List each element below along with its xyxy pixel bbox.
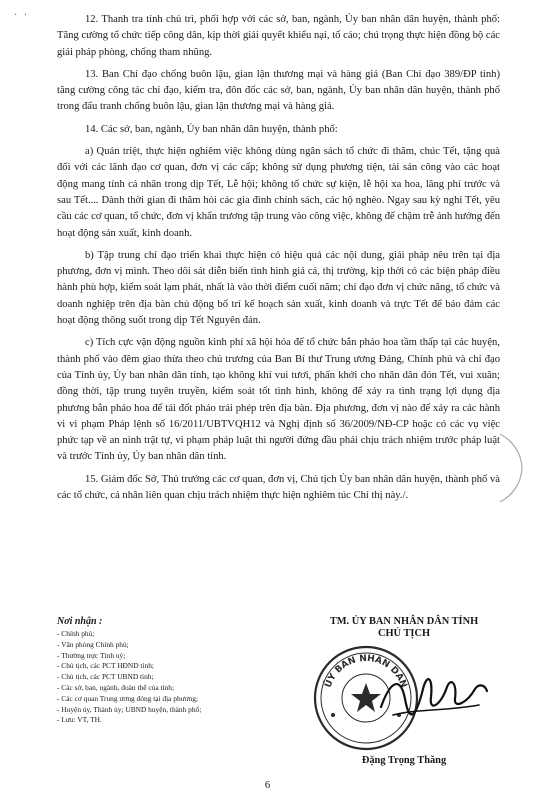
seal-text: ỦY BAN NHÂN DÂN [323,653,409,690]
paragraph-14c: c) Tích cực vận động nguồn kinh phí xã hội hóa để tổ chức bắn pháo hoa tầm thấp tại các huyện, thành phố vào đêm giao thừa theo chủ trương của Ban Bí thư Trung ương Đảng, Chính phủ và chỉ đạo của Tỉnh ủy, Ủy ban nhân dân tỉnh, tạo không khí vui tươi, phấn khởi cho nhân dân đón Tết, vui xuân; đồng thời, tập trung tuyên truyền, kiểm soát tốt tình hình, không để xảy ra tình trạng lợi dụng địa phương bắn pháo hoa để tái đốt pháo trái phép trên địa bàn. Địa phương, đơn vị nào để xảy ra các hành vi vi phạm Pháp lệnh số 16/2011/UBTVQH12 và Nghị định số 36/2009/NĐ-CP hoặc có các vụ việc phức tạp về an ninh trật tự, vi phạm pháp luật thì người đứng đầu phải chịu trách nhiệm trước pháp luật và trước Tỉnh ủy, Ủy ban nhân dân tỉnh. [57,337,500,463]
recipient-item: - Chính phủ; [57,629,95,638]
signer-name: Đặng Trọng Thăng [361,755,447,766]
page-number: 6 [264,780,271,791]
recipients-list [57,629,272,726]
recipient-item: - Các cơ quan Trung ương đóng tại địa phương; [57,693,199,703]
handwritten-signature [371,659,491,729]
recipient-item: - Các sở, ban, ngành, đoàn thể của tỉnh; [57,682,174,692]
recipient-item: - Chủ tịch, các PCT UBND tỉnh; [57,672,154,682]
document-footer [57,616,507,776]
seal-area [299,639,509,761]
paragraph-14: 14. Các sở, ban, ngành, Ủy ban nhân dân huyện, thành phố: [85,123,338,135]
paragraph-14b: b) Tập trung chỉ đạo triển khai thực hiện có hiệu quả các nội dung, giải pháp nêu trên tại địa phương, đơn vị mình. Theo dõi sát diễn biến tình hình giá cả, thị trường, kịp thời có các biện pháp điều hành phù hợp, kiểm soát lạm phát, nhất là vào thời điểm cuối năm; chỉ đạo đơn vị chức năng, tổ chức và doanh nghiệp trên địa bàn chủ động bố trí kế hoạch sản xuất, kinh doanh và trực Tết để bảo đảm các hoạt động thông suốt trong dịp Tết Nguyên đán. [57,249,500,327]
signature-block [299,616,509,766]
recipient-item: - Thường trực Tỉnh uỷ; [57,650,126,660]
recipients-title: Nơi nhận : [57,616,103,627]
scan-speck: · · [14,10,30,21]
paragraph-12: 12. Thanh tra tỉnh chủ trì, phối hợp với các sở, ban, ngành, Ủy ban nhân dân huyện, thành phố: Tăng cường tổ chức tiếp công dân, kịp thời giải quyết khiếu nại, tố cáo; chú trọng thực hiện đồng bộ các giải pháp phòng, chống tham nhũng. [57,14,500,58]
paragraph-15: 15. Giám đốc Sở, Thủ trưởng các cơ quan, đơn vị, Chủ tịch Ủy ban nhân dân huyện, thành phố và các tổ chức, cá nhân liên quan chịu trách nhiệm thực hiện nghiêm túc Chỉ thị này./. [57,473,500,502]
recipient-item: - Huyện ủy, Thành ủy; UBND huyện, thành phố; [57,704,202,714]
recipients-block [57,616,272,726]
paragraph-14a: a) Quán triệt, thực hiện nghiêm việc không dùng ngân sách tổ chức đi thăm, chúc Tết, tặng quà đối với các lãnh đạo cơ quan, đơn vị các cấp; không sử dụng phương tiện, tài sản công vào các hoạt động mang tính cá nhân trong dịp Tết, Lễ hội; không tổ chức sự kiện, lễ hội xa hoa, lãng phí trước và sau Tết.... Dành thời gian đi thăm hỏi các gia đình chính sách, các hộ nghèo. Ngay sau kỳ nghỉ Tết, yêu cầu các cơ quan, tổ chức, đơn vị khẩn trương tập trung vào công việc, không để chậm trễ ảnh hưởng đến hoạt động sản xuất, kinh doanh. [57,146,500,239]
signing-organization: TM. ỦY BAN NHÂN DÂN TỈNH [329,616,479,627]
recipient-item: - Lưu: VT, TH. [57,715,102,725]
paragraph-13: 13. Ban Chỉ đạo chống buôn lậu, gian lận thương mại và hàng giả (Ban Chỉ đạo 389/ĐP tỉnh) tăng cường công tác chỉ đạo, kiểm tra, đôn đốc các sở, ban, ngành, Ủy ban nhân dân huyện, thành phố trong đấu tranh chống buôn lậu, gian lận thương mại và hàng giả. [57,68,500,113]
recipient-item: - Chủ tịch, các PCT HĐND tỉnh; [57,661,154,671]
margin-stamp-mark [496,428,526,508]
signer-role: CHỦ TỊCH [377,628,431,639]
document-body [57,12,500,510]
recipient-item: - Văn phòng Chính phủ; [57,639,129,649]
